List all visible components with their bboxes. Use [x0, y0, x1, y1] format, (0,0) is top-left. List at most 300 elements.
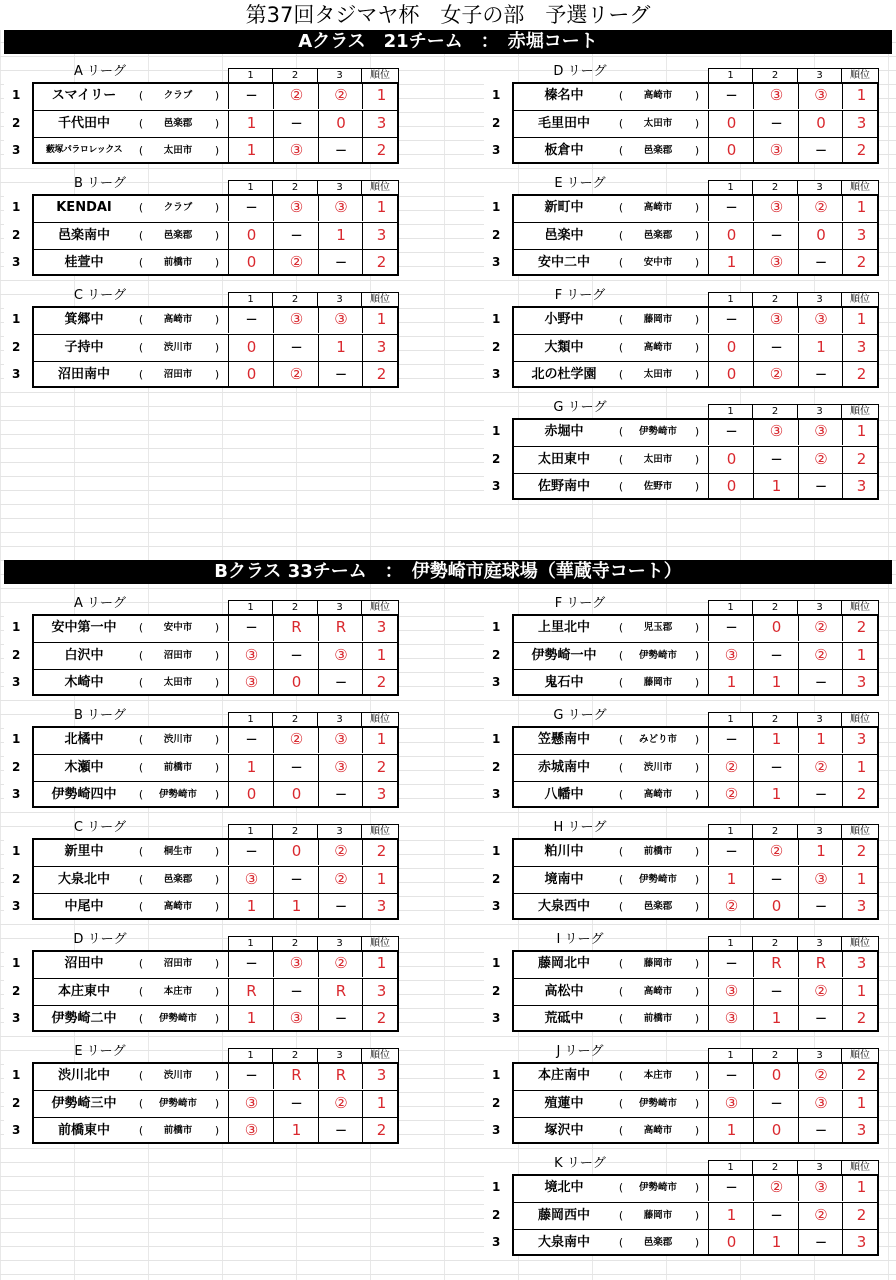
- match-result: ②: [273, 726, 319, 753]
- match-result: 0: [753, 1117, 799, 1144]
- paren-open: (: [138, 368, 144, 381]
- paren-open: (: [618, 1012, 624, 1025]
- paren-open: (: [138, 144, 144, 157]
- league-block: [484, 708, 879, 818]
- team-city: 沼田市: [163, 958, 193, 969]
- match-result: −: [753, 334, 799, 361]
- paren-close: ): [694, 1181, 700, 1194]
- table-row: [4, 866, 399, 894]
- match-result: ③: [318, 726, 363, 753]
- league-block: [484, 176, 879, 286]
- paren-open: (: [618, 1236, 624, 1249]
- table-row: [484, 950, 879, 978]
- team-city: 藤岡市: [643, 1209, 673, 1221]
- header-col-3: 3: [318, 712, 362, 726]
- league-name: G リーグ: [553, 708, 607, 723]
- row-divider: [512, 1090, 879, 1091]
- rank-value: 3: [842, 1117, 880, 1144]
- team-city: 藤岡市: [643, 958, 673, 969]
- league-name: E リーグ: [554, 176, 606, 191]
- row-divider: [32, 893, 399, 894]
- league-name: C リーグ: [73, 288, 127, 303]
- table-row: [484, 194, 879, 222]
- match-result: 0: [708, 1229, 754, 1256]
- team-name: 笠懸南中: [537, 732, 590, 747]
- paren-close: ): [214, 116, 220, 130]
- paren-close: ): [694, 957, 700, 970]
- team-name: 板倉中: [544, 143, 584, 158]
- team-name: 木崎中: [64, 675, 104, 690]
- match-result: −: [318, 137, 363, 164]
- league-name: C リーグ: [73, 820, 127, 835]
- match-result: −: [798, 669, 843, 696]
- team-city: 藤岡市: [643, 314, 673, 325]
- header-col-2: 2: [753, 600, 798, 614]
- table-row: [4, 893, 399, 921]
- header-col-2: 2: [753, 292, 798, 306]
- match-result: 0: [708, 222, 754, 249]
- team-city: 伊勢崎市: [638, 426, 677, 437]
- paren-close: ): [694, 313, 700, 326]
- team-city: 邑楽郡: [643, 1237, 673, 1248]
- match-result: ③: [708, 642, 754, 669]
- table-row: [484, 1090, 879, 1118]
- team-number: 2: [484, 866, 512, 893]
- team-number: 3: [4, 893, 32, 920]
- team-city: 渋川市: [163, 341, 193, 353]
- team-number: 3: [4, 361, 32, 388]
- rank-value: 2: [362, 137, 400, 164]
- paren-open: (: [138, 1096, 144, 1110]
- paren-open: (: [618, 648, 624, 662]
- header-rank: 順位: [842, 180, 879, 194]
- table-row: [4, 950, 399, 978]
- table-row: [4, 334, 399, 362]
- match-result: ②: [708, 781, 754, 808]
- match-result: ②: [753, 1174, 799, 1201]
- table-row: [4, 669, 399, 697]
- rank-value: 3: [842, 669, 880, 696]
- header-col-2: 2: [273, 68, 318, 82]
- league-table: [4, 194, 399, 277]
- team-number: 2: [4, 978, 32, 1005]
- rank-value: 2: [842, 137, 880, 164]
- header-col-3: 3: [798, 180, 842, 194]
- match-result: −: [318, 1117, 363, 1144]
- league-block: [4, 932, 399, 1042]
- team-number: 1: [484, 1062, 512, 1089]
- team-name: 伊勢崎三中: [51, 1095, 117, 1111]
- match-result: 0: [708, 137, 754, 164]
- rank-value: 3: [362, 614, 400, 641]
- table-row: [484, 1005, 879, 1033]
- team-name: 中尾中: [64, 899, 104, 914]
- match-result: 0: [708, 110, 754, 137]
- match-result: −: [798, 781, 843, 808]
- team-number: 3: [4, 137, 32, 164]
- page-title: 第37回タジマヤ杯 女子の部 予選リーグ: [0, 0, 896, 30]
- paren-close: ): [694, 621, 700, 634]
- team-number: 1: [484, 726, 512, 753]
- team-city: 伊勢崎市: [638, 1097, 677, 1109]
- team-name: 境北中: [544, 1180, 584, 1195]
- paren-close: ): [214, 900, 220, 913]
- header-col-1: 1: [708, 1048, 753, 1062]
- paren-close: ): [694, 733, 700, 746]
- paren-close: ): [694, 984, 700, 998]
- team-number: 1: [4, 614, 32, 641]
- table-row: [4, 222, 399, 250]
- match-result: −: [228, 838, 274, 865]
- team-city: 安中市: [163, 622, 193, 633]
- table-row: [484, 418, 879, 446]
- header-rank: 順位: [362, 292, 399, 306]
- team-city: 伊勢崎市: [158, 789, 197, 800]
- team-number: 3: [4, 249, 32, 276]
- team-name: 太田東中: [537, 451, 590, 467]
- team-city: クラブ: [163, 90, 193, 101]
- match-result: 1: [798, 726, 843, 753]
- paren-open: (: [138, 957, 144, 970]
- match-result: −: [798, 137, 843, 164]
- league-name: D リーグ: [73, 932, 127, 947]
- table-row: [4, 978, 399, 1006]
- table-row: [484, 249, 879, 277]
- match-result: 1: [228, 137, 274, 164]
- paren-open: (: [618, 676, 624, 689]
- paren-close: ): [214, 621, 220, 634]
- team-name: 鬼石中: [544, 675, 584, 690]
- match-result: ②: [798, 1202, 843, 1229]
- row-divider: [512, 222, 879, 223]
- header-rank: 順位: [362, 936, 399, 950]
- paren-open: (: [618, 760, 624, 774]
- team-number: 3: [484, 249, 512, 276]
- paren-open: (: [138, 900, 144, 913]
- match-result: 0: [708, 473, 754, 500]
- team-number: 2: [4, 866, 32, 893]
- paren-close: ): [694, 676, 700, 689]
- paren-close: ): [694, 1208, 700, 1222]
- paren-close: ): [694, 648, 700, 662]
- paren-open: (: [138, 1012, 144, 1025]
- match-result: 0: [753, 614, 799, 641]
- team-name: 新町中: [544, 200, 584, 215]
- match-result: ③: [318, 306, 363, 333]
- league-name: E リーグ: [74, 1044, 126, 1059]
- team-name: 境南中: [544, 871, 584, 887]
- match-result: ②: [318, 82, 363, 109]
- header-rank: 順位: [362, 712, 399, 726]
- match-result: −: [798, 473, 843, 500]
- match-result: −: [228, 194, 274, 221]
- match-result: ③: [228, 1117, 274, 1144]
- match-result: 1: [273, 893, 319, 920]
- paren-open: (: [618, 1096, 624, 1110]
- paren-close: ): [694, 116, 700, 130]
- match-result: −: [318, 669, 363, 696]
- header-col-1: 1: [228, 180, 273, 194]
- team-city: 児玉郡: [643, 622, 673, 633]
- match-result: 0: [798, 110, 843, 137]
- team-number: 2: [484, 1090, 512, 1117]
- team-city: 伊勢崎市: [638, 1182, 677, 1193]
- header-rank: 順位: [842, 600, 879, 614]
- header-col-3: 3: [798, 68, 842, 82]
- table-row: [484, 866, 879, 894]
- header-rank: 順位: [362, 824, 399, 838]
- header-col-2: 2: [273, 712, 318, 726]
- rank-value: 1: [842, 978, 880, 1005]
- team-name: 藪塚パラロレックス: [45, 145, 123, 155]
- match-result: 1: [753, 726, 799, 753]
- team-number: 1: [484, 418, 512, 445]
- paren-close: ): [214, 144, 220, 157]
- paren-open: (: [618, 340, 624, 354]
- paren-close: ): [214, 201, 220, 214]
- league-block: [484, 1044, 879, 1154]
- paren-open: (: [618, 872, 624, 886]
- rank-value: 1: [362, 194, 400, 221]
- match-result: 0: [273, 838, 319, 865]
- match-result: ③: [753, 418, 799, 445]
- team-number: 1: [4, 82, 32, 109]
- team-number: 2: [484, 222, 512, 249]
- rank-value: 1: [842, 194, 880, 221]
- match-result: −: [798, 1117, 843, 1144]
- table-row: [484, 1117, 879, 1145]
- team-city: 渋川市: [643, 761, 673, 773]
- row-divider: [32, 222, 399, 223]
- rank-value: 1: [842, 866, 880, 893]
- class-header: Bクラス 33チーム ： 伊勢崎市庭球場（華蔵寺コート）: [4, 560, 892, 584]
- team-name: 大泉西中: [537, 899, 590, 914]
- league-name: H リーグ: [553, 820, 607, 835]
- paren-open: (: [618, 957, 624, 970]
- team-name: 木瀬中: [64, 759, 104, 775]
- match-result: −: [708, 1062, 754, 1089]
- team-number: 2: [4, 222, 32, 249]
- paren-close: ): [214, 648, 220, 662]
- team-city: 邑楽郡: [163, 229, 193, 241]
- team-name: 北橘中: [64, 732, 104, 747]
- row-divider: [32, 361, 399, 362]
- team-number: 3: [484, 361, 512, 388]
- paren-close: ): [214, 313, 220, 326]
- team-city: みどり市: [638, 734, 677, 745]
- paren-close: ): [214, 1124, 220, 1137]
- league-name: A リーグ: [73, 64, 127, 79]
- team-city: 高崎市: [643, 90, 673, 101]
- team-name: スマイリー: [51, 88, 117, 103]
- rank-value: 3: [362, 893, 400, 920]
- paren-open: (: [618, 256, 624, 269]
- paren-open: (: [618, 313, 624, 326]
- row-divider: [32, 1005, 399, 1006]
- paren-open: (: [618, 368, 624, 381]
- match-result: R: [798, 950, 843, 977]
- team-number: 2: [4, 334, 32, 361]
- team-name: 塚沢中: [544, 1123, 584, 1138]
- paren-close: ): [214, 1069, 220, 1082]
- table-row: [484, 1062, 879, 1090]
- table-row: [484, 137, 879, 165]
- rank-value: 2: [362, 249, 400, 276]
- paren-open: (: [618, 621, 624, 634]
- paren-open: (: [618, 733, 624, 746]
- table-row: [4, 1090, 399, 1118]
- header-col-2: 2: [753, 1160, 798, 1174]
- header-rank: 順位: [842, 936, 879, 950]
- match-result: ③: [753, 137, 799, 164]
- league-table: [484, 1174, 879, 1257]
- paren-open: (: [138, 760, 144, 774]
- match-result: ③: [753, 194, 799, 221]
- league-table: [484, 838, 879, 921]
- header-col-3: 3: [798, 936, 842, 950]
- match-result: ③: [708, 1090, 754, 1117]
- team-city: 高崎市: [643, 341, 673, 353]
- league-block: [4, 288, 399, 398]
- league-block: [484, 820, 879, 930]
- paren-close: ): [214, 760, 220, 774]
- team-number: 2: [4, 642, 32, 669]
- table-row: [4, 306, 399, 334]
- paren-close: ): [694, 340, 700, 354]
- paren-close: ): [694, 425, 700, 438]
- paren-open: (: [138, 648, 144, 662]
- match-result: −: [318, 249, 363, 276]
- team-number: 3: [4, 781, 32, 808]
- paren-close: ): [694, 788, 700, 801]
- table-row: [484, 978, 879, 1006]
- paren-close: ): [214, 1096, 220, 1110]
- rank-value: 3: [842, 726, 880, 753]
- team-name: 邑楽中: [544, 227, 584, 243]
- team-city: 高崎市: [163, 901, 193, 912]
- paren-close: ): [214, 957, 220, 970]
- header-col-3: 3: [798, 292, 842, 306]
- team-number: 1: [484, 194, 512, 221]
- match-result: ②: [708, 754, 754, 781]
- match-result: ②: [798, 194, 843, 221]
- table-row: [484, 1229, 879, 1257]
- rank-value: 3: [362, 334, 400, 361]
- rank-value: 2: [362, 754, 400, 781]
- team-number: 3: [484, 781, 512, 808]
- team-city: 桐生市: [163, 846, 193, 857]
- paren-close: ): [214, 676, 220, 689]
- team-city: 太田市: [163, 677, 193, 688]
- team-number: 2: [484, 334, 512, 361]
- table-row: [4, 781, 399, 809]
- league-block: [484, 400, 879, 510]
- header-col-1: 1: [708, 292, 753, 306]
- team-name: 藤岡西中: [537, 1207, 590, 1223]
- match-result: −: [708, 194, 754, 221]
- team-name: 伊勢崎一中: [531, 647, 597, 663]
- header-col-3: 3: [798, 712, 842, 726]
- header-col-1: 1: [228, 68, 273, 82]
- match-result: −: [753, 754, 799, 781]
- match-result: ②: [318, 1090, 363, 1117]
- match-result: ②: [798, 754, 843, 781]
- header-col-2: 2: [753, 1048, 798, 1062]
- match-result: −: [753, 978, 799, 1005]
- table-row: [4, 1005, 399, 1033]
- team-city: 太田市: [163, 145, 193, 156]
- league-table: [484, 614, 879, 697]
- team-number: 1: [484, 838, 512, 865]
- rank-value: 3: [842, 473, 880, 500]
- team-city: 藤岡市: [643, 677, 673, 688]
- row-divider: [32, 249, 399, 250]
- match-result: 1: [318, 222, 363, 249]
- team-city: 伊勢崎市: [158, 1013, 197, 1024]
- table-row: [484, 110, 879, 138]
- league-table: [484, 1062, 879, 1145]
- match-result: R: [318, 1062, 363, 1089]
- header-col-1: 1: [708, 936, 753, 950]
- match-result: ②: [798, 978, 843, 1005]
- team-city: 高崎市: [643, 202, 673, 213]
- team-city: 本庄市: [163, 985, 193, 997]
- match-result: 0: [798, 222, 843, 249]
- match-result: −: [273, 222, 319, 249]
- paren-open: (: [138, 228, 144, 242]
- team-city: 前橋市: [643, 846, 673, 857]
- match-result: 1: [708, 1202, 754, 1229]
- match-result: −: [708, 306, 754, 333]
- table-row: [484, 473, 879, 501]
- team-name: 小野中: [544, 312, 584, 327]
- match-result: ③: [753, 82, 799, 109]
- team-name: 佐野南中: [537, 479, 590, 494]
- row-divider: [512, 1229, 879, 1230]
- rank-value: 3: [362, 1062, 400, 1089]
- rank-value: 3: [842, 1229, 880, 1256]
- match-result: −: [228, 1062, 274, 1089]
- header-col-1: 1: [228, 1048, 273, 1062]
- paren-open: (: [618, 425, 624, 438]
- team-name: 渋川北中: [57, 1068, 110, 1083]
- match-result: −: [798, 893, 843, 920]
- rank-value: 2: [842, 838, 880, 865]
- league-block: [4, 820, 399, 930]
- team-city: 前橋市: [163, 761, 193, 773]
- rank-value: 1: [362, 1090, 400, 1117]
- match-result: 0: [708, 361, 754, 388]
- team-name: 千代田中: [57, 115, 110, 131]
- rank-value: 1: [842, 1174, 880, 1201]
- header-col-1: 1: [228, 712, 273, 726]
- team-city: 前橋市: [163, 1125, 193, 1136]
- league-block: [484, 288, 879, 398]
- match-result: R: [273, 614, 319, 641]
- table-row: [484, 334, 879, 362]
- table-row: [4, 838, 399, 866]
- header-rank: 順位: [842, 292, 879, 306]
- league-name: F リーグ: [554, 596, 606, 611]
- match-result: −: [708, 614, 754, 641]
- rank-value: 1: [842, 754, 880, 781]
- match-result: ③: [228, 866, 274, 893]
- paren-close: ): [214, 845, 220, 858]
- paren-open: (: [618, 1181, 624, 1194]
- rank-value: 1: [362, 642, 400, 669]
- match-result: −: [273, 334, 319, 361]
- header-col-2: 2: [753, 68, 798, 82]
